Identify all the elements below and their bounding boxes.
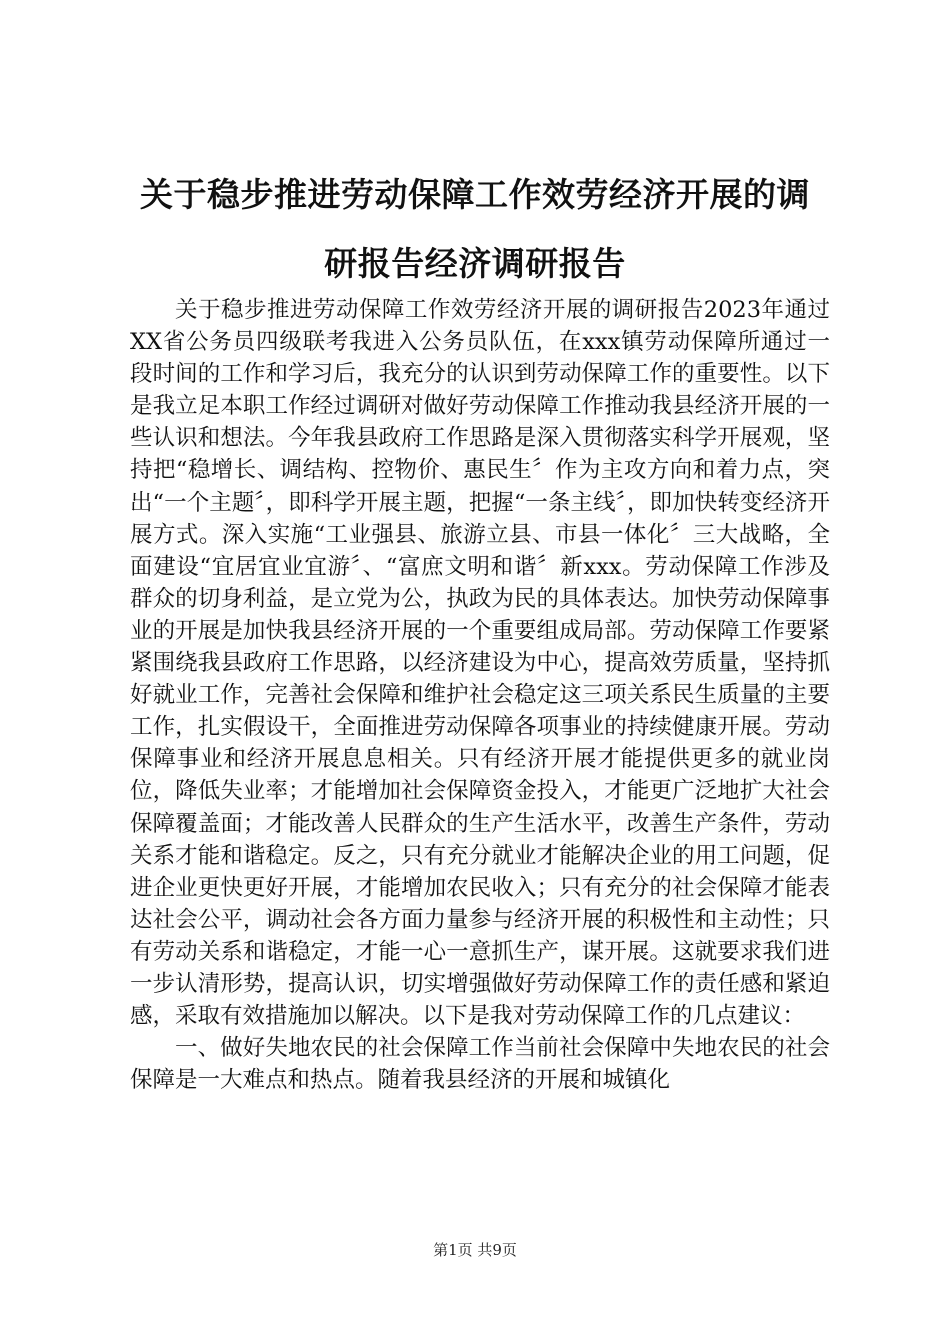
title-line-2: 研报告经济调研报告 — [324, 244, 626, 283]
title-line-1: 关于稳步推进劳动保障工作效劳经济开展的调 — [140, 175, 810, 214]
page-title — [110, 160, 840, 298]
page-number: 第1页 共9页 — [433, 1241, 517, 1259]
body-paragraph-1: 关于稳步推进劳动保障工作效劳经济开展的调研报告2023年通过XX省公务员四级联考我进入公务员队伍，在xxx镇劳动保障所通过一段时间的工作和学习后，我充分的认识到劳动保障工作的重要性。以下是我立足本职工作经过调研对做好劳动保障工作推动我县经济开展的一些认识和想法。今年我县政府工作思路是深入贯彻落实科学开展观，坚持把“稳增长、调结构、控物价、惠民生〞作为主攻方向和着力点，突出“一个主题〞，即科学开展主题，把握“一条主线〞，即加快转变经济开展方式。深入实施“工业强县、旅游立县、市县一体化〞三大战略，全面建设“宜居宜业宜游〞、“富庶文明和谐〞新xxx。劳动保障工作涉及群众的切身利益，是立党为公，执政为民的具体表达。加快劳动保障事业的开展是加快我县经济开展的一个重要组成局部。劳动保障工作要紧紧围绕我县政府工作思路，以经济建设为中心，提高效劳质量，坚持抓好就业工作，完善社会保障和维护社会稳定这三项关系民生质量的主要工作，扎实假设干，全面推进劳动保障各项事业的持续健康开展。劳动保障事业和经济开展息息相关。只有经济开展才能提供更多的就业岗位，降低失业率；才能增加社会保障资金投入，才能更广泛地扩大社会保障覆盖面；才能改善人民群众的生产生活水平，改善生产条件，劳动关系才能和谐稳定。反之，只有充分就业才能解决企业的用工问题，促进企业更快更好开展，才能增加农民收入；只有充分的社会保障才能表达社会公平，调动社会各方面力量参与经济开展的积极性和主动性；只有劳动关系和谐稳定，才能一心一意抓生产，谋开展。这就要求我们进一步认清形势，提高认识，切实增强做好劳动保障工作的责任感和紧迫感，采取有效措施加以解决。以下是我对劳动保障工作的几点建议： — [130, 297, 830, 1030]
body-paragraph-2: 一、做好失地农民的社会保障工作当前社会保障中失地农民的社会保障是一大难点和热点。随着我县经济的开展和城镇化 — [130, 1035, 830, 1094]
document-body — [130, 294, 830, 1096]
